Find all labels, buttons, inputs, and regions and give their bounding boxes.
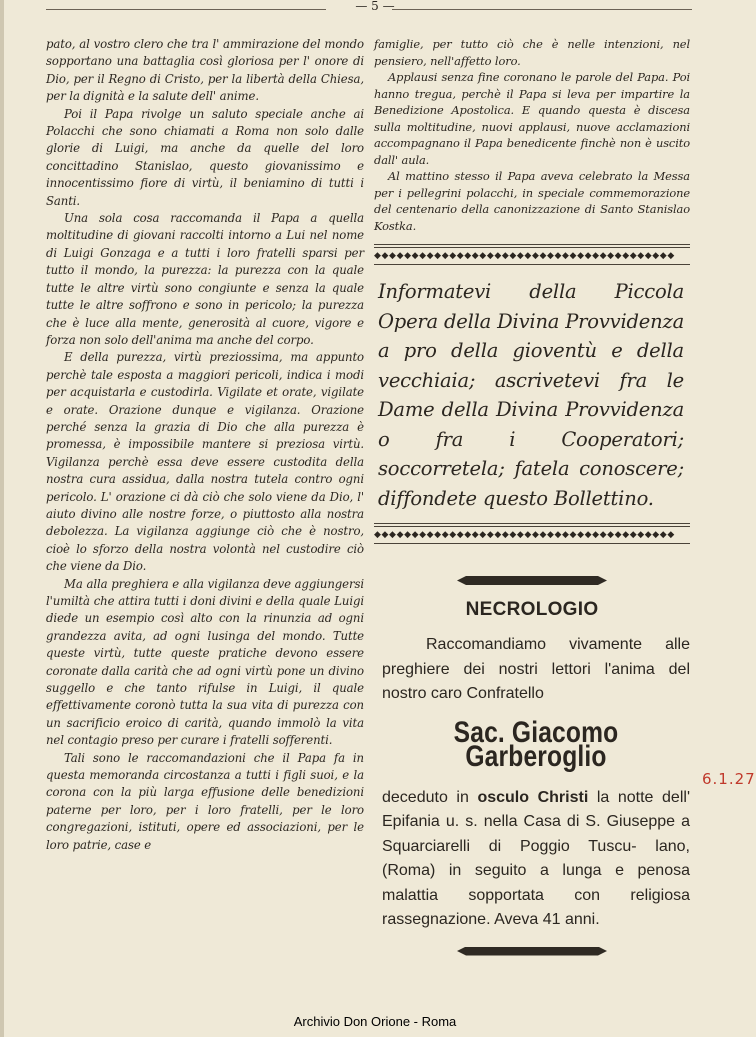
- paragraph: pato, al vostro clero che tra l' ammirazione del mondo sopportano una battaglia così gloriosa per l' onore di Dio, per il Regno di Cristo, per la libertà della Chiesa, per la dignità e la salute dell' anime.: [46, 37, 364, 104]
- paragraph: Una sola cosa raccomanda il Papa a quella moltitudine di giovani raccolti intorno a Lui nel nome di Luigi Gonzaga e a tutti i loro fratelli sparsi per tutto il mondo, la purezza: la purezza con la quale tutte le altre virtù sono congiunte e senza la quale tutte le altre soffrono e sono in pericolo; la purezza che è luce alla mente, generosità al cuore, vigore e forza non solo dell'anima ma anche del corpo.: [46, 211, 364, 347]
- necrology-body: [374, 633, 690, 933]
- bulletin-appeal: Informatevi della Piccola Opera della Divina Provvidenza a pro della gioventù e della vecchiaia; ascrivetevi fra le Dame della Divina Provvidenza o fra i Cooperatori; soccorretela; fatela conoscere; diffondete questo Bollettino.: [378, 280, 684, 510]
- necrology-title: NECROLOGIO: [465, 599, 599, 620]
- paragraph: E della purezza, virtù preziossima, ma appunto perchè tale esposta a maggiori pericoli, indica i modi per acquistarla e custodirla. Vigilate et orate, vigilate e orate. Orazione dunque e vigilanza. Orazione perché senza la grazia di Dio che alla purezza è promessa, è impossibile mantere si preziosa virtù. Vigilanza perchè essa deve essere custodita della nostra cura assidua, dalla nostra tutela contro ogni pericolo. L' orazione ci dà ciò che solo viene da Dio, l' aiuto divino alle nostre forze, o piuttosto alla nostra debolezza. La vigilanza aggiunge ciò che è nostro, cioè lo sforzo della nostra volontà nel custodire ciò che viene da Dio.: [46, 350, 364, 574]
- paragraph: Tali sono le raccomandazioni che il Papa fa in questa memoranda circostanza a tutti i figli suoi, e la corona con la più larga effusione delle benedizioni paterne per loro, per i loro fratelli, per le loro congregazioni, istituti, opere ed associazioni, per le loro patrie, case e: [46, 750, 364, 852]
- paragraph: Ma alla preghiera e alla vigilanza deve aggiungersi l'umiltà che attira tutti i doni divini e della quale Luigi diede un esempio così alto con la rinunzia ad ogni grandezza avita, ad ogni lusinga del mondo. Tutte queste virtù, tutte queste pratiche devono essere coronate dalla carità che ad ogni virtù pone un divino suggello e che tanto rifulse in Luigi, il quale effettivamente coronò tutta la sua vita di purezza con un sacrificio eroico di carità, quando immolò la vita nel contagio preso per curare i fratelli sofferenti.: [46, 576, 364, 748]
- paragraph: Al mattino stesso il Papa aveva celebrato la Messa per i pellegrini polacchi, in speciale commemorazione del centenario della canonizzazione di Santo Stanislao Kostka.: [374, 169, 690, 233]
- necrology-details: deceduto in osculo Christi la notte dell' Epifania u. s. nella Casa di S. Giuseppe a Squarciarelli di Poggio Tuscu- lano, (Roma) in seguito a lunga e penosa malattia sopportata con religiosa rassegnazione. Aveva 41 anni.: [382, 788, 690, 928]
- deceased-name: Sac. Giacomo Garberoglio: [453, 715, 619, 773]
- scan-edge: [0, 0, 4, 1037]
- ribbon-divider-bottom: [457, 947, 607, 956]
- right-column: [374, 36, 690, 956]
- left-column-text: [46, 36, 364, 854]
- necrology-lead: Raccomandiamo vivamente alle preghiere dei nostri lettori l'anima del nostro caro Confratello: [382, 636, 690, 702]
- ribbon-divider-top: [457, 576, 607, 585]
- ornament-divider-bottom: [374, 523, 690, 544]
- paragraph: Applausi senza fine coronano le parole del Papa. Poi hanno tregua, perchè il Papa si leva per impartire la Benedizione Apostolica. E quando questa è discesa sulla moltitudine, nuovi applausi, nuove acclamazioni accompagnano il Papa benedicente finchè non è uscito dall' aula.: [374, 70, 690, 167]
- diamond-border: ◆◆◆◆◆◆◆◆◆◆◆◆◆◆◆◆◆◆◆◆◆◆◆◆◆◆◆◆◆◆◆◆◆◆◆◆◆◆◆◆: [374, 251, 675, 261]
- paragraph: Poi il Papa rivolge un saluto speciale anche ai Polacchi che sono chiamati a Roma non solo dalle glorie di Luigi, ma anche da quelle del loro concittadino Stanislao, questo giovanissimo e innocentissimo fiore di virtù, il beniamino di tutti i Santi.: [46, 106, 364, 208]
- paragraph: famiglie, per tutto ciò che è nelle intenzioni, nel pensiero, nell'affetto loro.: [374, 37, 690, 68]
- archive-label: Archivio Don Orione - Roma: [293, 1014, 457, 1029]
- ornament-divider-top: [374, 244, 690, 265]
- diamond-border: ◆◆◆◆◆◆◆◆◆◆◆◆◆◆◆◆◆◆◆◆◆◆◆◆◆◆◆◆◆◆◆◆◆◆◆◆◆◆◆◆: [374, 530, 675, 540]
- handwritten-date-note: 6.1.27: [702, 770, 756, 788]
- continued-article: [374, 36, 690, 234]
- page-number: — 5 —: [355, 0, 395, 13]
